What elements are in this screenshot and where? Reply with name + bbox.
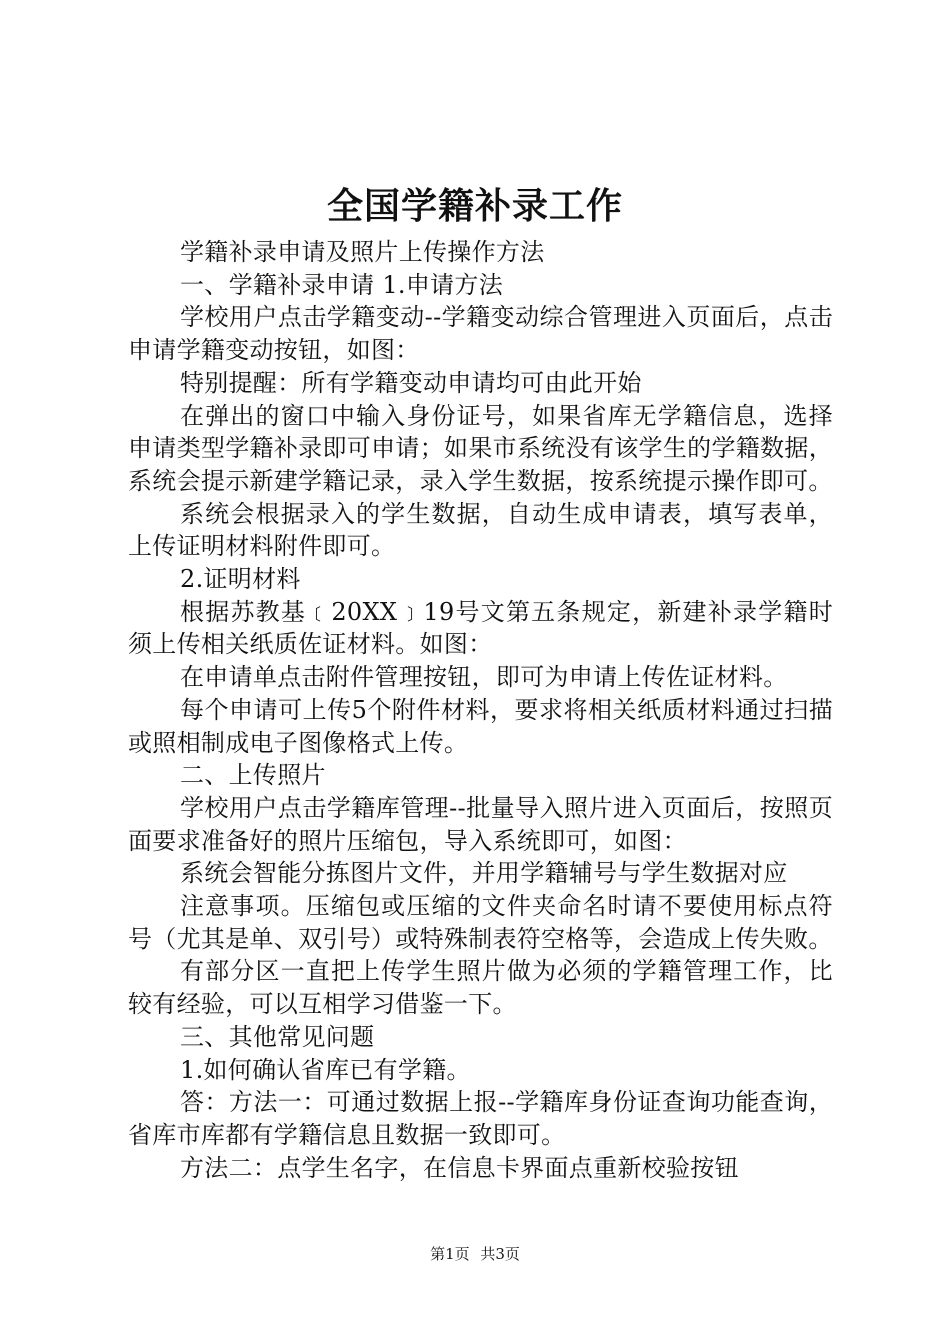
paragraph: 学校用户点击学籍库管理--批量导入照片进入页面后，按照页面要求准备好的照片压缩包，导入系统即可，如图： — [128, 793, 833, 855]
paragraph: 系统会智能分拣图片文件，并用学籍辅号与学生数据对应 — [180, 859, 788, 888]
paragraph: 根据苏教基﹝20XX﹞19号文第五条规定，新建补录学籍时须上传相关纸质佐证材料。如图： — [128, 597, 833, 659]
page-footer — [0, 1244, 950, 1264]
paragraph: 学籍补录申请及照片上传操作方法 — [180, 238, 545, 266]
subsection-heading: 2.证明材料 — [180, 565, 301, 594]
document-title: 全国学籍补录工作 — [326, 186, 623, 227]
paragraph: 特别提醒：所有学籍变动申请均可由此开始 — [180, 368, 642, 397]
paragraph: 在申请单点击附件管理按钮，即可为申请上传佐证材料。 — [180, 663, 788, 692]
paragraph: 系统会根据录入的学生数据，自动生成申请表，填写表单，上传证明材料附件即可。 — [128, 499, 833, 561]
paragraph: 有部分区一直把上传学生照片做为必须的学籍管理工作，比较有经验，可以互相学习借鉴一下。 — [128, 957, 833, 1019]
paragraph: 学校用户点击学籍变动--学籍变动综合管理进入页面后，点击申请学籍变动按钮，如图： — [128, 303, 833, 365]
paragraph: 注意事项。压缩包或压缩的文件夹命名时请不要使用标点符号（尤其是单、双引号）或特殊制表符空格等，会造成上传失败。 — [128, 892, 833, 953]
section-heading: 三、其他常见问题 — [180, 1022, 375, 1051]
page-total: 共3页 — [480, 1245, 520, 1263]
section-heading: 二、上传照片 — [180, 761, 326, 790]
document-body — [128, 236, 833, 1184]
section-heading: 一、学籍补录申请 1.申请方法 — [180, 270, 504, 299]
answer: 答：方法一：可通过数据上报--学籍库身份证查询功能查询，省库市库都有学籍信息且数据一致即可。 — [128, 1088, 833, 1149]
answer: 方法二：点学生名字，在信息卡界面点重新校验按钮 — [180, 1153, 739, 1182]
paragraph: 每个申请可上传5个附件材料，要求将相关纸质材料通过扫描或照相制成电子图像格式上传。 — [128, 695, 833, 757]
paragraph: 在弹出的窗口中输入身份证号，如果省库无学籍信息，选择申请类型学籍补录即可申请；如果市系统没有该学生的学籍数据，系统会提示新建学籍记录，录入学生数据，按系统提示操作即可。 — [128, 401, 833, 495]
page-number: 第1页 — [430, 1245, 470, 1263]
question: 1.如何确认省库已有学籍。 — [180, 1055, 471, 1084]
